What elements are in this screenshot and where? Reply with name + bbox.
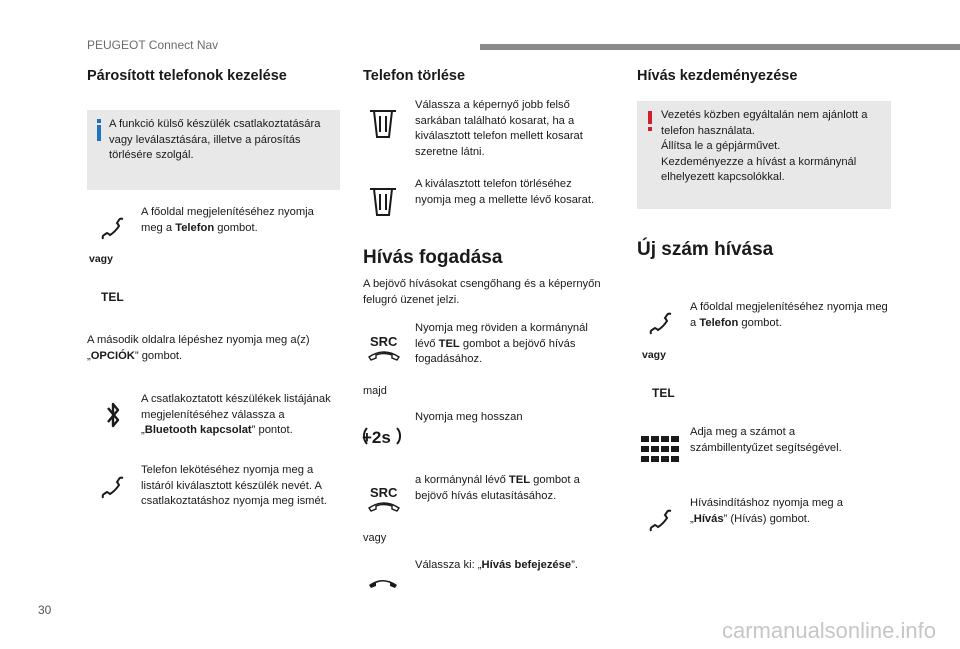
call-step-open-phone: A főoldal megjelenítéséhez nyomja meg a Telefon gombot.: [690, 301, 888, 329]
delete-step-select: Válassza a képernyő jobb felső sarkában található kosarat, ha a kiválasztott telefon mellett kosarat szeretne látni.: [415, 99, 583, 158]
receive-step-long: Nyomja meg hosszan: [415, 411, 523, 423]
src-label: SRC: [370, 485, 398, 500]
reject-step: a kormánynál lévő TEL gombot a bejövő hívás elutasításához.: [415, 474, 580, 502]
call-step-start: Hívásindításhoz nyomja meg a „Hívás” (Hívás) gombot.: [690, 497, 843, 525]
delete-step-confirm: A kiválasztott telefon törléséhez nyomja meg a mellette lévő kosarat.: [415, 178, 595, 206]
step-bluetooth: A csatlakoztatott készülékek listájának megjelenítéséhez válassza a „Bluetooth kapcsolat” pontot.: [141, 393, 331, 436]
phone-handset-icon: [648, 508, 674, 539]
hang-up-icon: [367, 575, 399, 594]
trash-icon: [369, 186, 397, 221]
or-label: vagy: [363, 532, 387, 544]
src-button-icon: [366, 484, 402, 519]
info-box: [87, 110, 340, 190]
long-press-icon: [361, 422, 403, 455]
keypad-icon: [641, 436, 679, 467]
section-title-new-number: Új szám hívása: [637, 239, 774, 260]
call-step-dial: Adja meg a számot a számbillentyűzet segítségével.: [690, 426, 842, 454]
trash-icon: [369, 108, 397, 143]
watermark: carmanualsonline.info: [721, 618, 936, 643]
or-label: vagy: [642, 349, 666, 361]
src-button-icon: [366, 333, 402, 368]
step-disconnect: Telefon lekötéséhez nyomja meg a listáról kiválasztott készülék nevét. A csatlakoztatáshoz nyomja meg ismét.: [141, 464, 327, 507]
bluetooth-icon: [106, 400, 120, 435]
page-number: 30: [38, 603, 52, 617]
info-text: A funkció külső készülék csatlakoztatására vagy leválasztására, illetve a párosítás törlésére szolgál.: [109, 118, 321, 161]
receive-step-short: Nyomja meg röviden a kormánynál lévő TEL gombot a bejövő hívás fogadásához.: [415, 322, 588, 365]
step-options: A második oldalra lépéshez nyomja meg a(z) „OPCIÓK” gombot.: [87, 334, 310, 362]
section-title-paired-phones: Párosított telefonok kezelése: [87, 68, 287, 84]
phone-handset-icon: [648, 311, 674, 342]
section-title-make-call: Hívás kezdeményezése: [637, 68, 798, 84]
warning-box: [637, 101, 891, 209]
tel-label: TEL: [101, 290, 124, 304]
src-label: SRC: [370, 334, 398, 349]
then-label: majd: [363, 385, 387, 397]
info-icon: [94, 119, 104, 146]
section-title-delete-phone: Telefon törlése: [363, 68, 466, 84]
tel-label: TEL: [652, 386, 675, 400]
header-bar: [480, 44, 960, 50]
receive-intro: A bejövő hívásokat csengőhang és a képernyőn felugró üzenet jelzi.: [363, 278, 601, 306]
warning-icon: [647, 111, 653, 136]
end-call-step: Válassza ki: „Hívás befejezése”.: [415, 559, 578, 571]
phone-handset-icon: [100, 475, 126, 506]
or-label: vagy: [89, 253, 113, 265]
warning-text: Vezetés közben egyáltalán nem ajánlott a telefon használata. Állítsa le a gépjárművet. Kezdeményezze a hívást a kormánynál elhelyezett kapcsolókkal.: [661, 109, 868, 183]
phone-handset-icon: [100, 216, 126, 247]
header-title: PEUGEOT Connect Nav: [87, 38, 219, 52]
section-title-receive-call: Hívás fogadása: [363, 247, 503, 268]
long-press-label: +2s: [362, 428, 391, 447]
step-open-phone: A főoldal megjelenítéséhez nyomja meg a Telefon gombot.: [141, 206, 314, 234]
